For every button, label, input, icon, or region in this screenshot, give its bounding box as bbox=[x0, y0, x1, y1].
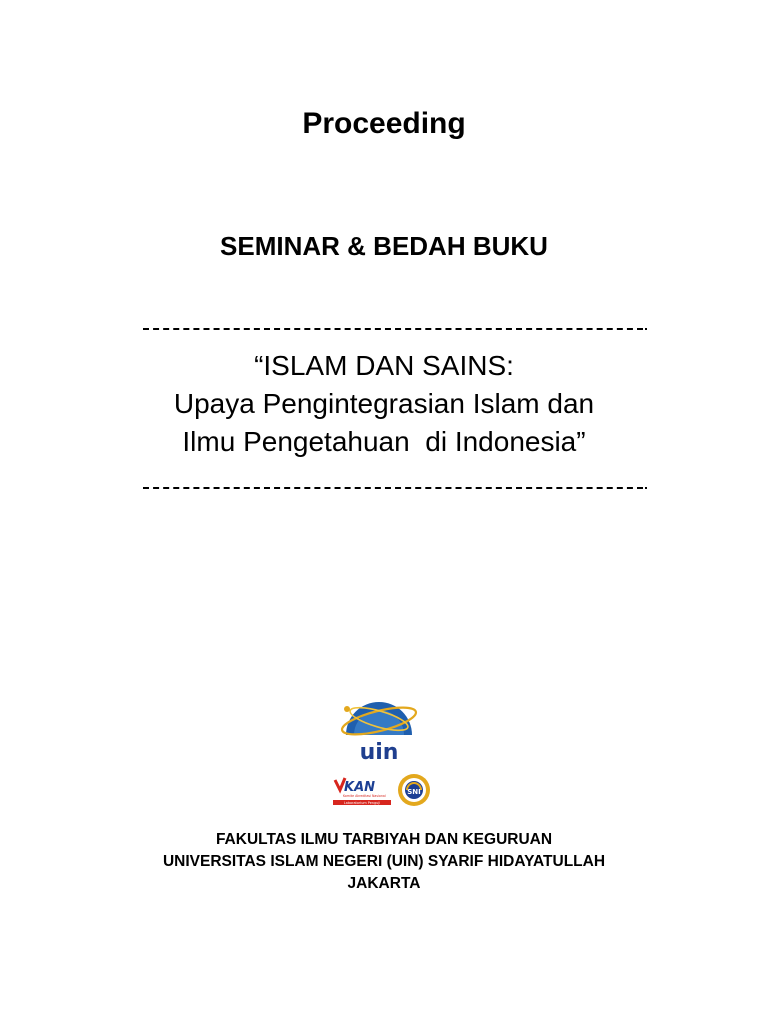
dashed-divider-bottom bbox=[143, 487, 643, 489]
kan-logo-caption: Komite Akreditasi Nasional bbox=[343, 794, 386, 798]
certification-badge-text: SNI bbox=[407, 788, 421, 796]
event-title: SEMINAR & BEDAH BUKU bbox=[220, 231, 548, 261]
divider-end-dot bbox=[645, 487, 647, 489]
book-title-line-2: Upaya Pengintegrasian Islam dan bbox=[173, 388, 595, 419]
dashed-divider-top bbox=[143, 328, 643, 330]
kan-logo-text: KAN bbox=[344, 780, 376, 795]
city-name: JAKARTA bbox=[347, 875, 421, 892]
university-name: UNIVERSITAS ISLAM NEGERI (UIN) SYARIF HIDAYATULLAH bbox=[162, 853, 606, 870]
uin-logo-text: uin bbox=[359, 740, 399, 763]
document-label: Proceeding bbox=[302, 107, 466, 140]
certification-badge-logo bbox=[397, 773, 431, 807]
book-title-line-3: Ilmu Pengetahuan di Indonesia” bbox=[182, 426, 586, 457]
book-title bbox=[0, 347, 768, 461]
faculty-name: FAKULTAS ILMU TARBIYAH DAN KEGURUAN bbox=[215, 831, 553, 848]
kan-logo bbox=[333, 776, 391, 806]
book-title-line-1: “ISLAM DAN SAINS: bbox=[254, 350, 514, 381]
institution-block bbox=[0, 829, 768, 895]
divider-end-dot bbox=[645, 328, 647, 330]
kan-logo-subcaption: Laboratorium Penguji bbox=[343, 801, 381, 805]
uin-logo bbox=[338, 693, 420, 763]
